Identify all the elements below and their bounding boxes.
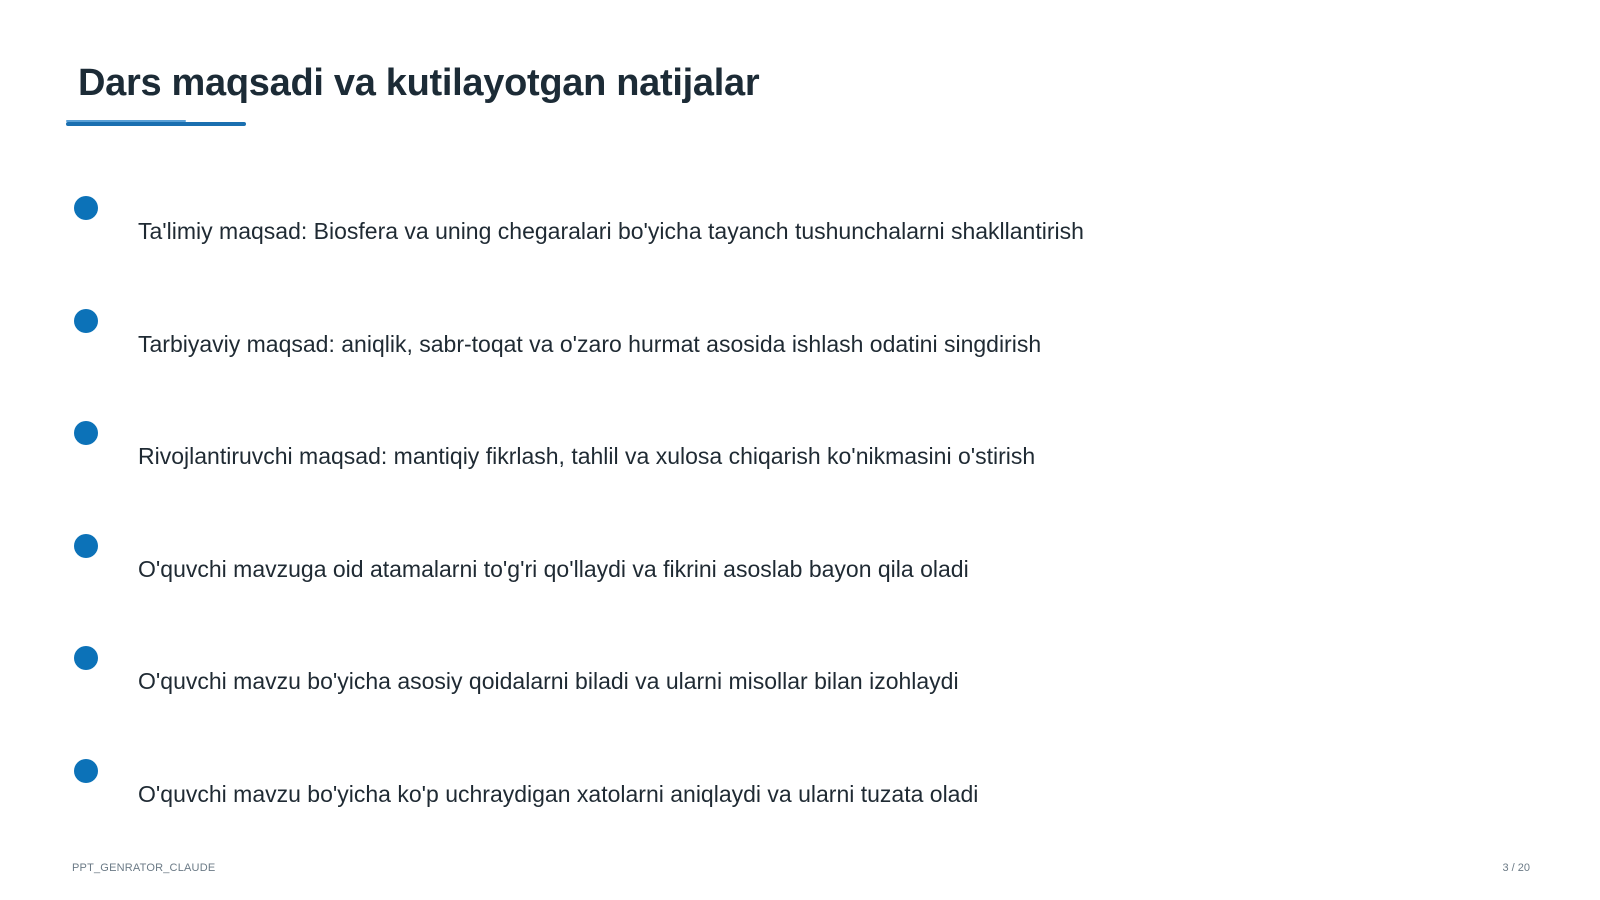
list-item	[0, 196, 1600, 256]
bullet-dot-icon	[74, 534, 98, 558]
list-item-text: Rivojlantiruvchi maqsad: mantiqiy fikrlash, tahlil va xulosa chiqarish ko'nikmasini o'stirish	[138, 443, 1036, 469]
footer-source: PPT_GENRATOR_CLAUDE	[72, 862, 216, 874]
list-item-text: Ta'limiy maqsad: Biosfera va uning chegaralari bo'yicha tayanch tushunchalarni shakllantirish	[138, 218, 1084, 244]
list-item-text: O'quvchi mavzuga oid atamalarni to'g'ri qo'llaydi va fikrini asoslab bayon qila oladi	[138, 556, 969, 582]
page-number: 3 / 20	[1502, 862, 1530, 874]
bullet-dot-icon	[74, 421, 98, 445]
list-item	[0, 759, 1600, 819]
list-item	[0, 309, 1600, 369]
bullet-dot-icon	[74, 309, 98, 333]
list-item	[0, 534, 1600, 594]
slide-title: Dars maqsadi va kutilayotgan natijalar	[78, 62, 760, 104]
list-item-text: O'quvchi mavzu bo'yicha ko'p uchraydigan xatolarni aniqlaydi va ularni tuzata oladi	[138, 781, 979, 807]
list-item	[0, 421, 1600, 481]
list-item-text: O'quvchi mavzu bo'yicha asosiy qoidalarni biladi va ularni misollar bilan izohlaydi	[138, 668, 959, 694]
bullet-dot-icon	[74, 646, 98, 670]
bullet-dot-icon	[74, 759, 98, 783]
list-item-text: Tarbiyaviy maqsad: aniqlik, sabr-toqat va o'zaro hurmat asosida ishlash odatini singdirish	[138, 331, 1042, 357]
list-item	[0, 646, 1600, 706]
bullet-dot-icon	[74, 196, 98, 220]
